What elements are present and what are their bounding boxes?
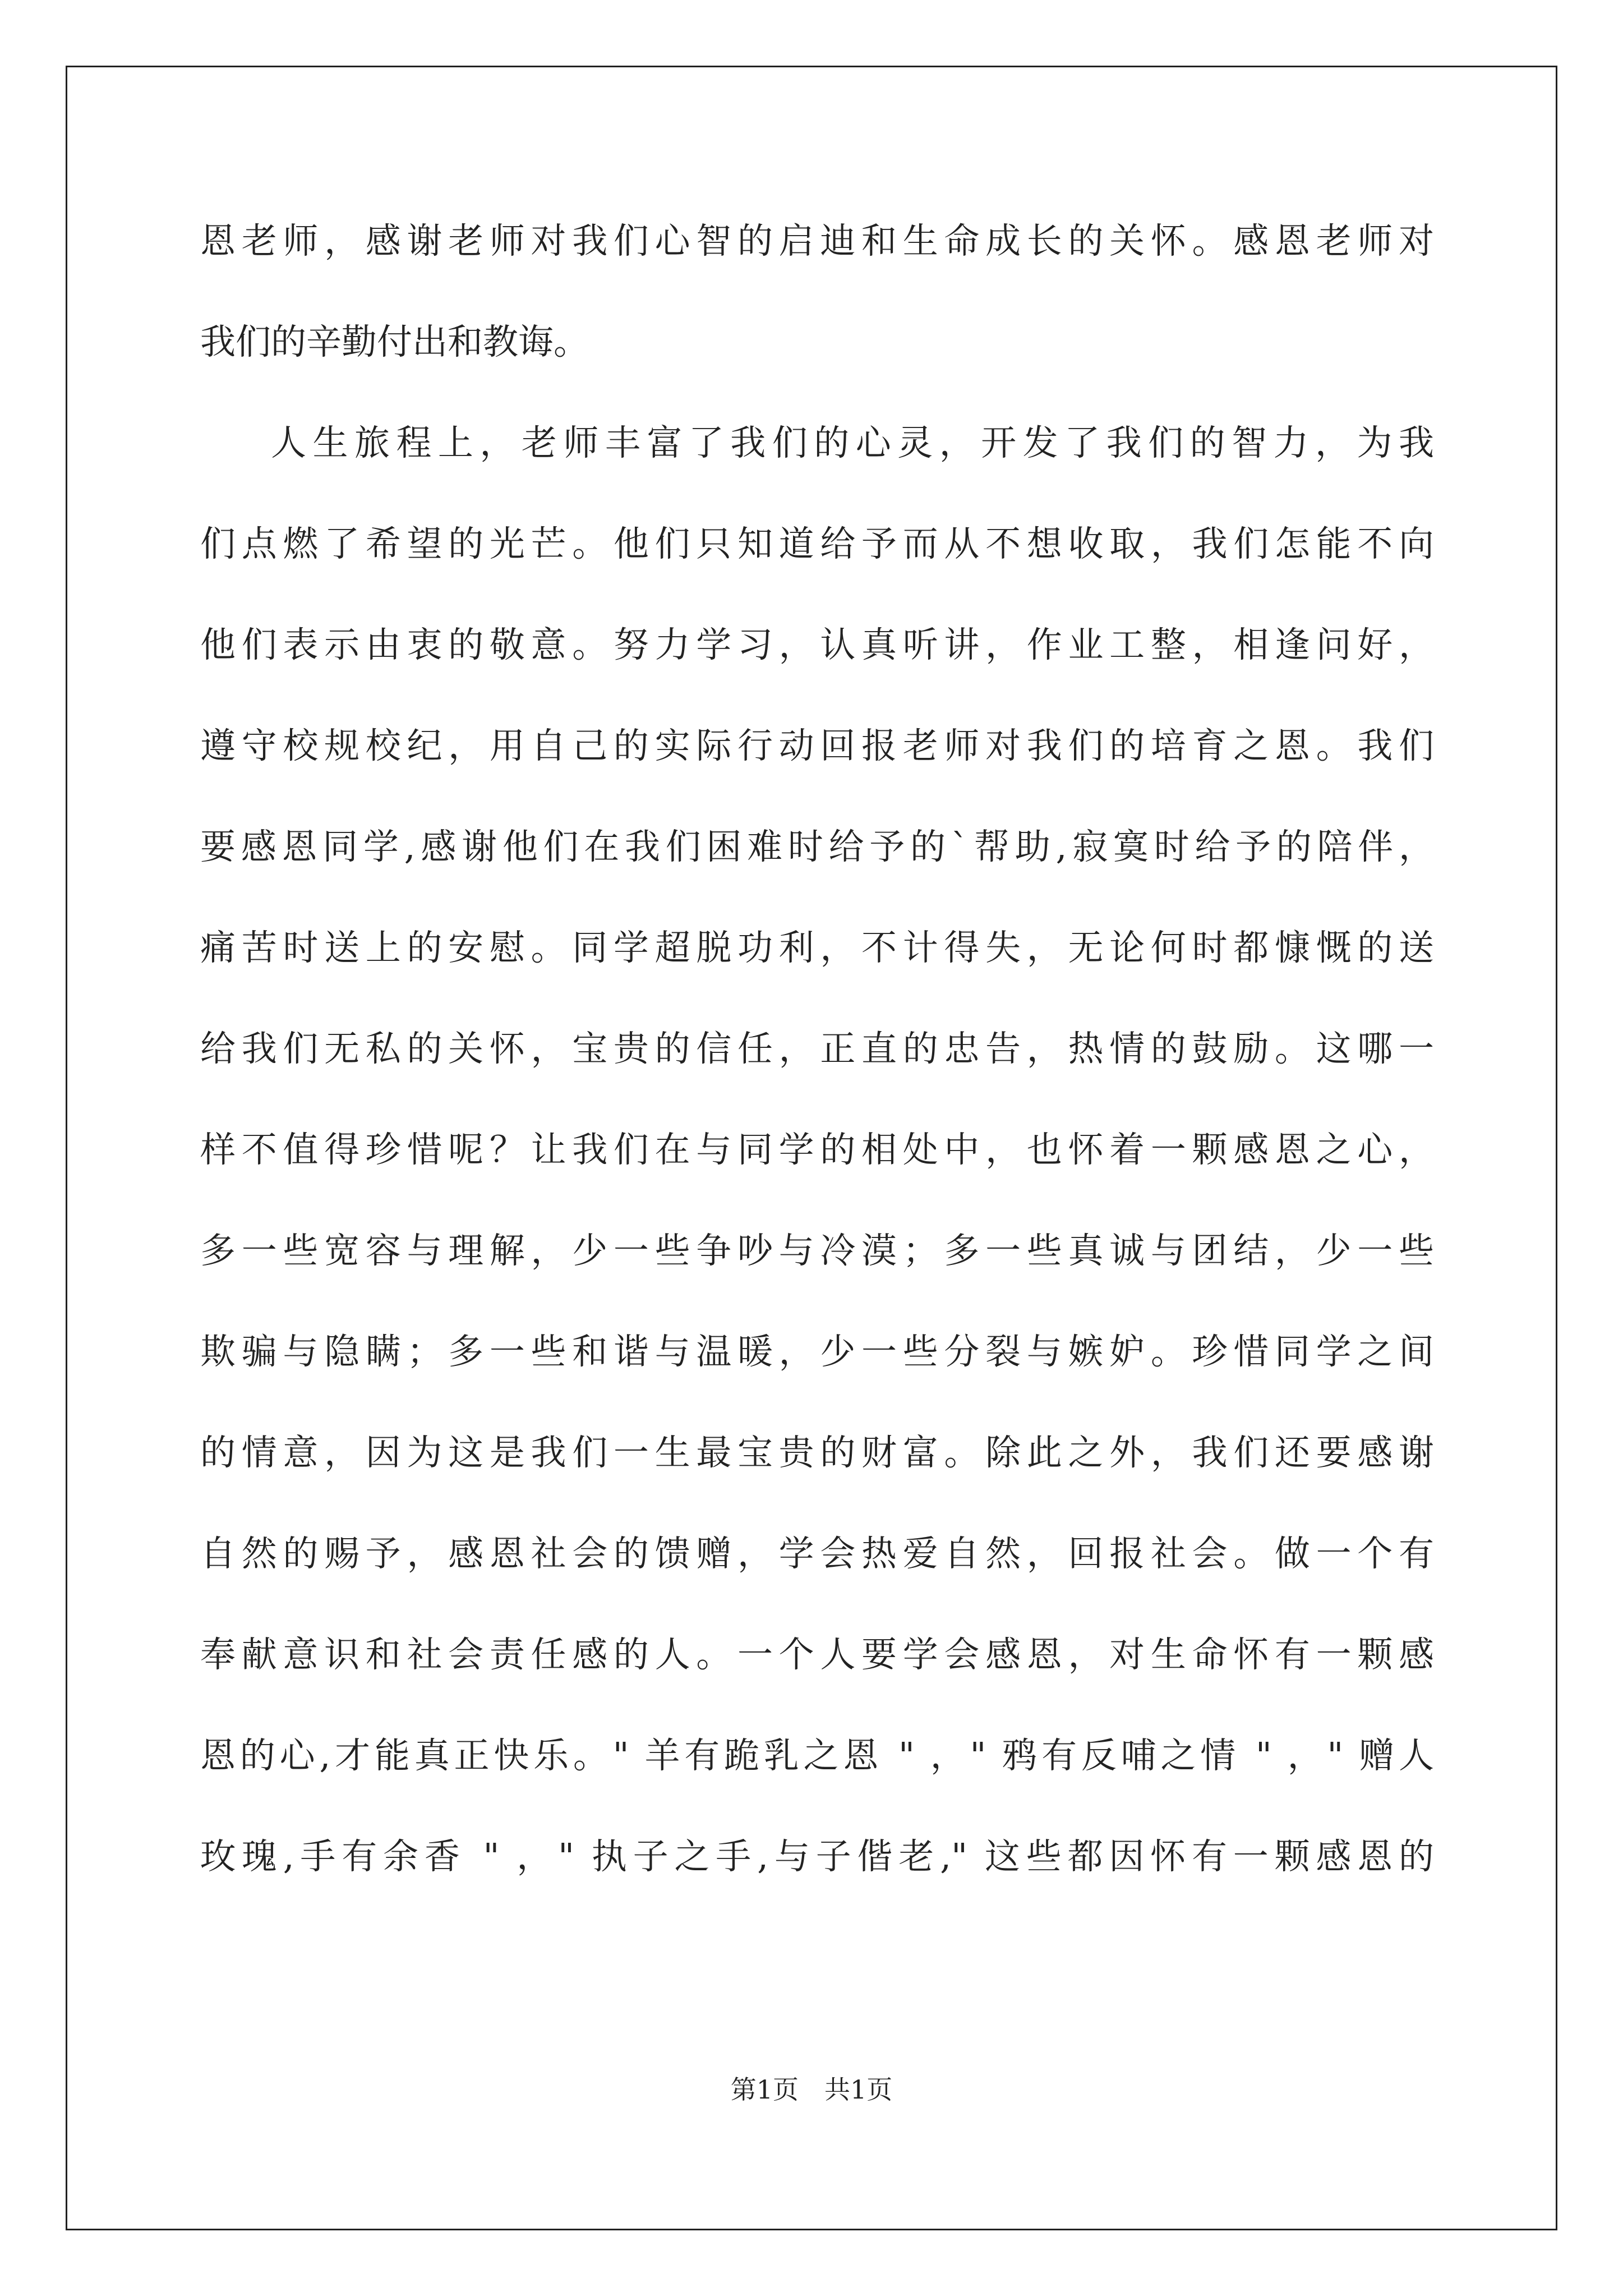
text-line: 我们的辛勤付出和教诲。 bbox=[200, 321, 589, 362]
text-line: 欺骗与隐瞒；多一些和谐与温暖，少一些分裂与嫉妒。珍惜同学之间 bbox=[200, 1331, 1434, 1372]
text-line: 恩老师，感谢老师对我们心智的启迪和生命成长的关怀。感恩老师对 bbox=[200, 220, 1434, 261]
text-line: 多一些宽容与理解，少一些争吵与冷漠；多一些真诚与团结，少一些 bbox=[200, 1230, 1434, 1271]
text-line: 给我们无私的关怀，宝贵的信任，正直的忠告，热情的鼓励。这哪一 bbox=[200, 1028, 1434, 1069]
text-line: 痛苦时送上的安慰。同学超脱功利，不计得失，无论何时都慷慨的送 bbox=[200, 927, 1434, 968]
text-line: 恩的心,才能真正快乐。" 羊有跪乳之恩 " ，" 鸦有反哺之情 " ，" 赠人 bbox=[200, 1735, 1434, 1776]
text-line: 他们表示由衷的敬意。努力学习，认真听讲，作业工整，相逢问好， bbox=[200, 624, 1434, 665]
text-line: 遵守校规校纪，用自己的实际行动回报老师对我们的培育之恩。我们 bbox=[200, 725, 1434, 766]
text-line: 样不值得珍惜呢？让我们在与同学的相处中，也怀着一颗感恩之心， bbox=[200, 1129, 1434, 1170]
page-number-footer: 第1页 共1页 bbox=[730, 2074, 893, 2105]
text-line: 玫瑰,手有余香 " ，" 执子之手,与子偕老," 这些都因怀有一颗感恩的 bbox=[200, 1836, 1434, 1877]
text-line: 自然的赐予，感恩社会的馈赠，学会热爱自然，回报社会。做一个有 bbox=[200, 1533, 1434, 1574]
text-line: 人生旅程上，老师丰富了我们的心灵，开发了我们的智力，为我 bbox=[271, 422, 1434, 463]
text-line: 们点燃了希望的光芒。他们只知道给予而从不想收取，我们怎能不向 bbox=[200, 523, 1434, 564]
text-line: 要感恩同学,感谢他们在我们困难时给予的`帮助,寂寞时给予的陪伴， bbox=[200, 826, 1434, 867]
text-line: 奉献意识和社会责任感的人。一个人要学会感恩，对生命怀有一颗感 bbox=[200, 1634, 1434, 1675]
text-line: 的情意，因为这是我们一生最宝贵的财富。除此之外，我们还要感谢 bbox=[200, 1432, 1434, 1473]
